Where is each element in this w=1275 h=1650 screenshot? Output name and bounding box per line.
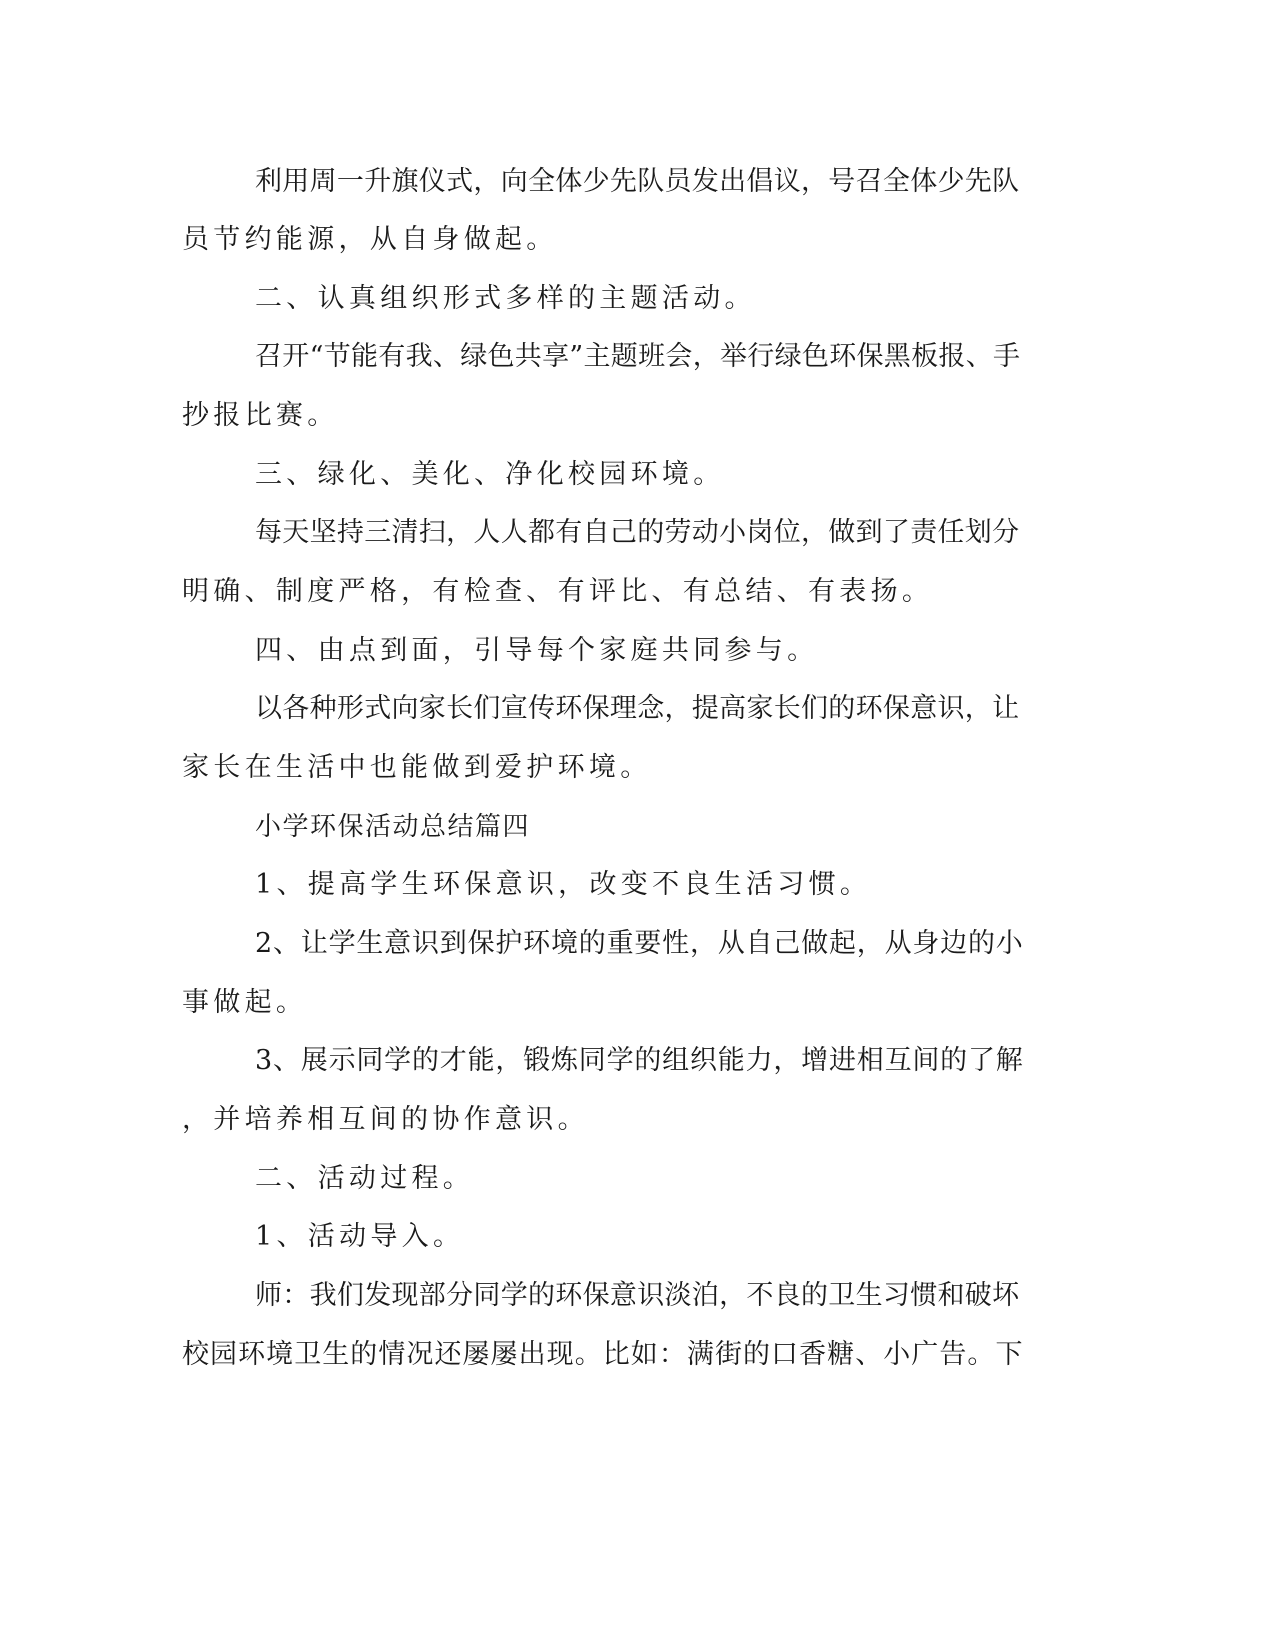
text-line: 师：我们发现部分同学的环保意识淡泊，不良的卫生习惯和破坏 [255, 1280, 1020, 1311]
list-item: 1、活动导入。 [255, 1221, 465, 1252]
text-line: 召开“节能有我、绿色共享”主题班会，举行绿色环保黑板报、手 [255, 341, 1021, 372]
section-heading: 二、认真组织形式多样的主题活动。 [255, 283, 756, 314]
text-line: 家长在生活中也能做到爱护环境。 [182, 752, 652, 783]
text-line: 每天坚持三清扫，人人都有自己的劳动小岗位，做到了责任划分 [255, 517, 1020, 548]
list-item: 2、让学生意识到保护环境的重要性，从自己做起，从身边的小 [255, 928, 1024, 959]
list-item: 3、展示同学的才能，锻炼同学的组织能力，增进相互间的了解 [255, 1045, 1024, 1076]
section-heading: 二、活动过程。 [255, 1163, 475, 1194]
text-line: 校园环境卫生的情况还屡屡出现。比如：满街的口香糖、小广告。下 [182, 1339, 1024, 1370]
section-heading: 三、绿化、美化、净化校园环境。 [255, 459, 725, 490]
text-line: 利用周一升旗仪式，向全体少先队员发出倡议，号召全体少先队 [255, 166, 1020, 197]
text-line: 员节约能源，从自身做起。 [182, 224, 558, 255]
text-line: 事做起。 [182, 987, 308, 1018]
list-item: 1、提高学生环保意识，改变不良生活习惯。 [255, 869, 872, 900]
section-heading: 四、由点到面，引导每个家庭共同参与。 [255, 635, 819, 666]
article-title: 小学环保活动总结篇四 [255, 812, 531, 842]
text-line: 抄报比赛。 [182, 400, 339, 431]
text-line: 以各种形式向家长们宣传环保理念，提高家长们的环保意识，让 [255, 693, 1020, 724]
text-line: 明确、制度严格，有检查、有评比、有总结、有表扬。 [182, 576, 934, 607]
text-line: ，并培养相互间的协作意识。 [182, 1104, 589, 1135]
